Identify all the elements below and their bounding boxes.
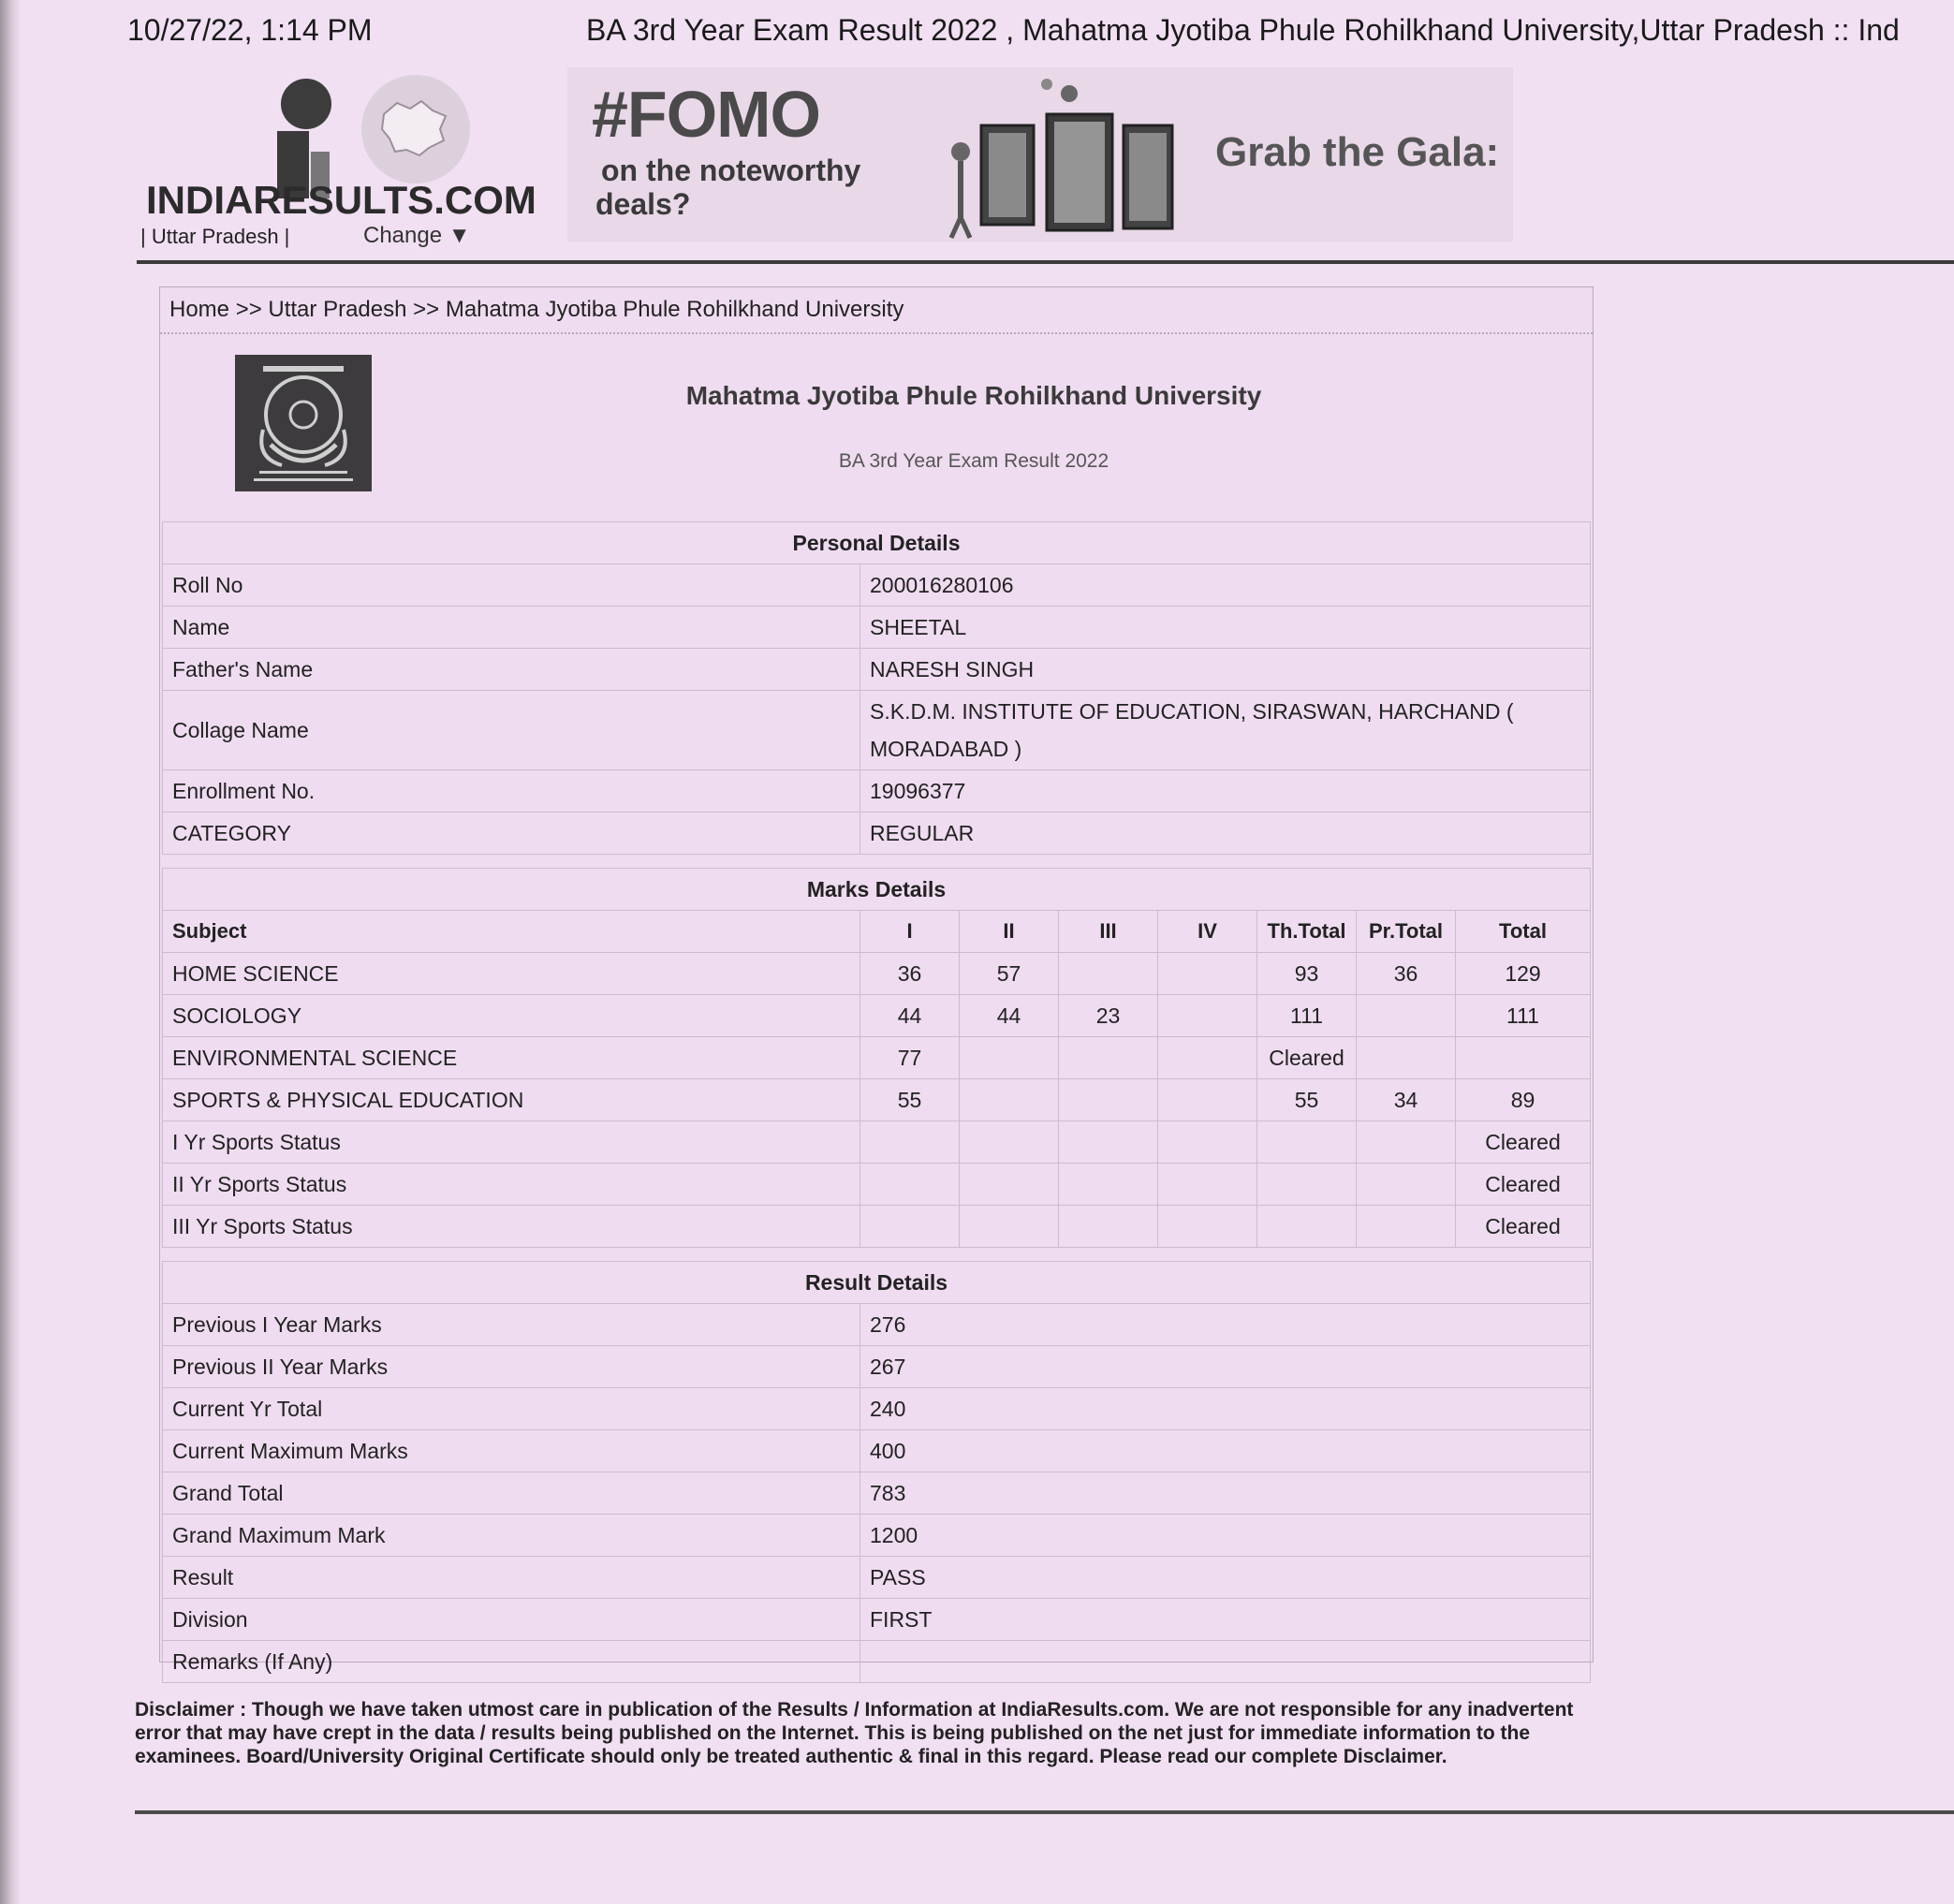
change-state-link[interactable]: Change ▼ <box>363 223 471 248</box>
row-label: Grand Maximum Mark <box>163 1515 860 1557</box>
table-row <box>163 1641 1591 1683</box>
mark-cell: 44 <box>860 995 960 1037</box>
column-header: Pr.Total <box>1357 911 1456 953</box>
row-label: CATEGORY <box>163 813 860 855</box>
father-name-value: NARESH SINGH <box>860 649 1591 691</box>
marks-details-heading: Marks Details <box>163 869 1591 911</box>
mark-cell: Cleared <box>1456 1164 1591 1206</box>
logo-i-dot-icon <box>281 79 331 129</box>
mark-cell: 44 <box>960 995 1059 1037</box>
subject-cell: I Yr Sports Status <box>163 1121 860 1164</box>
mark-cell: 23 <box>1059 995 1158 1037</box>
category-value: REGULAR <box>860 813 1591 855</box>
column-header: III <box>1059 911 1158 953</box>
university-name: Mahatma Jyotiba Phule Rohilkhand University <box>685 381 1262 410</box>
table-row <box>163 1599 1591 1641</box>
page-edge-shadow <box>0 0 21 1904</box>
column-header: II <box>960 911 1059 953</box>
table-row <box>163 1164 1591 1206</box>
mark-cell: 89 <box>1456 1079 1591 1121</box>
row-label: Collage Name <box>163 691 860 770</box>
table-row <box>163 1304 1591 1346</box>
table-row <box>163 1079 1591 1121</box>
mark-cell: 36 <box>1357 953 1456 995</box>
mark-cell <box>1357 1121 1456 1164</box>
mark-cell: 77 <box>860 1037 960 1079</box>
disclaimer-text: Disclaimer : Though we have taken utmost care in publication of the Results / Information at IndiaResults.com. We are not responsible for any inadvertent error that may have crept in the data / results being published on the Internet. This is being published on the net just for immediate information to the examinees. Board/University Original Certificate should only be treated authentic & final in this regard. Please read our complete Disclaimer. <box>135 1699 1574 1767</box>
mark-cell <box>960 1079 1059 1121</box>
row-value: PASS <box>860 1557 1591 1599</box>
mark-cell <box>1059 1164 1158 1206</box>
mark-cell <box>1357 1206 1456 1248</box>
mark-cell <box>1257 1164 1357 1206</box>
table-row <box>163 813 1591 855</box>
mark-cell <box>1357 1164 1456 1206</box>
table-row <box>163 1206 1591 1248</box>
row-value: 400 <box>860 1430 1591 1472</box>
subject-cell: HOME SCIENCE <box>163 953 860 995</box>
table-row <box>163 564 1591 607</box>
mark-cell: 55 <box>860 1079 960 1121</box>
mark-cell: 129 <box>1456 953 1591 995</box>
result-details-table <box>162 1261 1591 1683</box>
ad-line-1: on the noteworthy <box>601 154 861 187</box>
row-label: Father's Name <box>163 649 860 691</box>
mark-cell <box>860 1121 960 1164</box>
enrollment-no-value: 19096377 <box>860 770 1591 813</box>
table-row <box>163 607 1591 649</box>
mark-cell <box>1059 1037 1158 1079</box>
mark-cell <box>1158 1164 1257 1206</box>
row-label: Division <box>163 1599 860 1641</box>
row-value: 267 <box>860 1346 1591 1388</box>
marks-header-row <box>163 911 1591 953</box>
mark-cell <box>1158 995 1257 1037</box>
mark-cell <box>1059 1121 1158 1164</box>
table-row <box>163 1515 1591 1557</box>
subject-cell: ENVIRONMENTAL SCIENCE <box>163 1037 860 1079</box>
mark-cell <box>1158 1206 1257 1248</box>
mark-cell <box>1059 1079 1158 1121</box>
mark-cell <box>960 1164 1059 1206</box>
mark-cell <box>1059 953 1158 995</box>
row-label: Previous I Year Marks <box>163 1304 860 1346</box>
table-row <box>163 691 1591 770</box>
mark-cell: Cleared <box>1456 1121 1591 1164</box>
result-card <box>159 286 1594 1674</box>
mark-cell <box>1357 1037 1456 1079</box>
mark-cell: Cleared <box>1456 1206 1591 1248</box>
uttar-pradesh-map-icon <box>361 75 470 183</box>
row-label: Previous II Year Marks <box>163 1346 860 1388</box>
table-row <box>163 1121 1591 1164</box>
mark-cell: Cleared <box>1257 1037 1357 1079</box>
subject-cell: SOCIOLOGY <box>163 995 860 1037</box>
table-row <box>163 1557 1591 1599</box>
mark-cell <box>1158 1121 1257 1164</box>
breadcrumb-divider <box>160 332 1593 334</box>
state-label: | Uttar Pradesh | <box>140 225 290 248</box>
mark-cell <box>960 1037 1059 1079</box>
mark-cell: 111 <box>1257 995 1357 1037</box>
roll-no-value: 200016280106 <box>860 564 1591 607</box>
marks-details-table <box>162 868 1591 1248</box>
table-row <box>163 1472 1591 1515</box>
mark-cell <box>1357 995 1456 1037</box>
row-label: Enrollment No. <box>163 770 860 813</box>
logo-text: INDIARESULTS.COM <box>146 178 536 222</box>
column-header: I <box>860 911 960 953</box>
row-value: 783 <box>860 1472 1591 1515</box>
mark-cell <box>1257 1206 1357 1248</box>
result-details-heading: Result Details <box>163 1262 1591 1304</box>
table-row <box>163 1037 1591 1079</box>
row-value: 276 <box>860 1304 1591 1346</box>
mark-cell <box>1059 1206 1158 1248</box>
row-label: Current Maximum Marks <box>163 1430 860 1472</box>
table-row <box>163 1388 1591 1430</box>
mark-cell <box>860 1164 960 1206</box>
print-datetime: 10/27/22, 1:14 PM <box>127 13 373 47</box>
row-label: Grand Total <box>163 1472 860 1515</box>
site-logo[interactable] <box>140 73 536 251</box>
table-row <box>163 770 1591 813</box>
row-label: Remarks (If Any) <box>163 1641 860 1683</box>
mark-cell <box>1456 1037 1591 1079</box>
table-row <box>163 995 1591 1037</box>
header-divider <box>137 260 1954 264</box>
print-page-title: BA 3rd Year Exam Result 2022 , Mahatma Jyotiba Phule Rohilkhand University,Uttar Pradesh :: Ind <box>586 13 1900 47</box>
row-value: 240 <box>860 1388 1591 1430</box>
row-label: Roll No <box>163 564 860 607</box>
row-value: FIRST <box>860 1599 1591 1641</box>
mark-cell: 34 <box>1357 1079 1456 1121</box>
personal-details-table <box>162 521 1591 855</box>
subject-cell: II Yr Sports Status <box>163 1164 860 1206</box>
ad-hashtag: #FOMO <box>592 78 820 151</box>
mark-cell <box>1257 1121 1357 1164</box>
subject-cell: III Yr Sports Status <box>163 1206 860 1248</box>
breadcrumb[interactable]: Home >> Uttar Pradesh >> Mahatma Jyotiba Phule Rohilkhand University <box>169 297 904 322</box>
subject-cell: SPORTS & PHYSICAL EDUCATION <box>163 1079 860 1121</box>
row-value <box>860 1641 1591 1683</box>
exam-name: BA 3rd Year Exam Result 2022 <box>838 450 1109 472</box>
row-label: Current Yr Total <box>163 1388 860 1430</box>
ad-phones-icon <box>923 77 1195 242</box>
table-row <box>163 953 1591 995</box>
mark-cell <box>1158 1079 1257 1121</box>
row-label: Result <box>163 1557 860 1599</box>
mark-cell: 93 <box>1257 953 1357 995</box>
table-row <box>163 1346 1591 1388</box>
table-row <box>163 649 1591 691</box>
college-name-value: S.K.D.M. INSTITUTE OF EDUCATION, SIRASWAN, HARCHAND ( MORADABAD ) <box>860 691 1591 770</box>
ad-tagline: Grab the Gala: <box>1215 129 1500 175</box>
footer-divider <box>135 1810 1954 1814</box>
name-value: SHEETAL <box>860 607 1591 649</box>
column-header: Th.Total <box>1257 911 1357 953</box>
mark-cell: 55 <box>1257 1079 1357 1121</box>
mark-cell: 111 <box>1456 995 1591 1037</box>
mark-cell <box>1158 953 1257 995</box>
column-header: Subject <box>163 911 860 953</box>
ad-line-2: deals? <box>595 187 691 221</box>
mark-cell: 57 <box>960 953 1059 995</box>
table-row <box>163 1430 1591 1472</box>
mark-cell <box>960 1206 1059 1248</box>
row-label: Name <box>163 607 860 649</box>
ad-banner[interactable] <box>567 67 1513 242</box>
mark-cell <box>860 1206 960 1248</box>
mark-cell <box>1158 1037 1257 1079</box>
row-value: 1200 <box>860 1515 1591 1557</box>
mark-cell <box>960 1121 1059 1164</box>
column-header: Total <box>1456 911 1591 953</box>
mark-cell: 36 <box>860 953 960 995</box>
personal-details-heading: Personal Details <box>163 522 1591 564</box>
column-header: IV <box>1158 911 1257 953</box>
